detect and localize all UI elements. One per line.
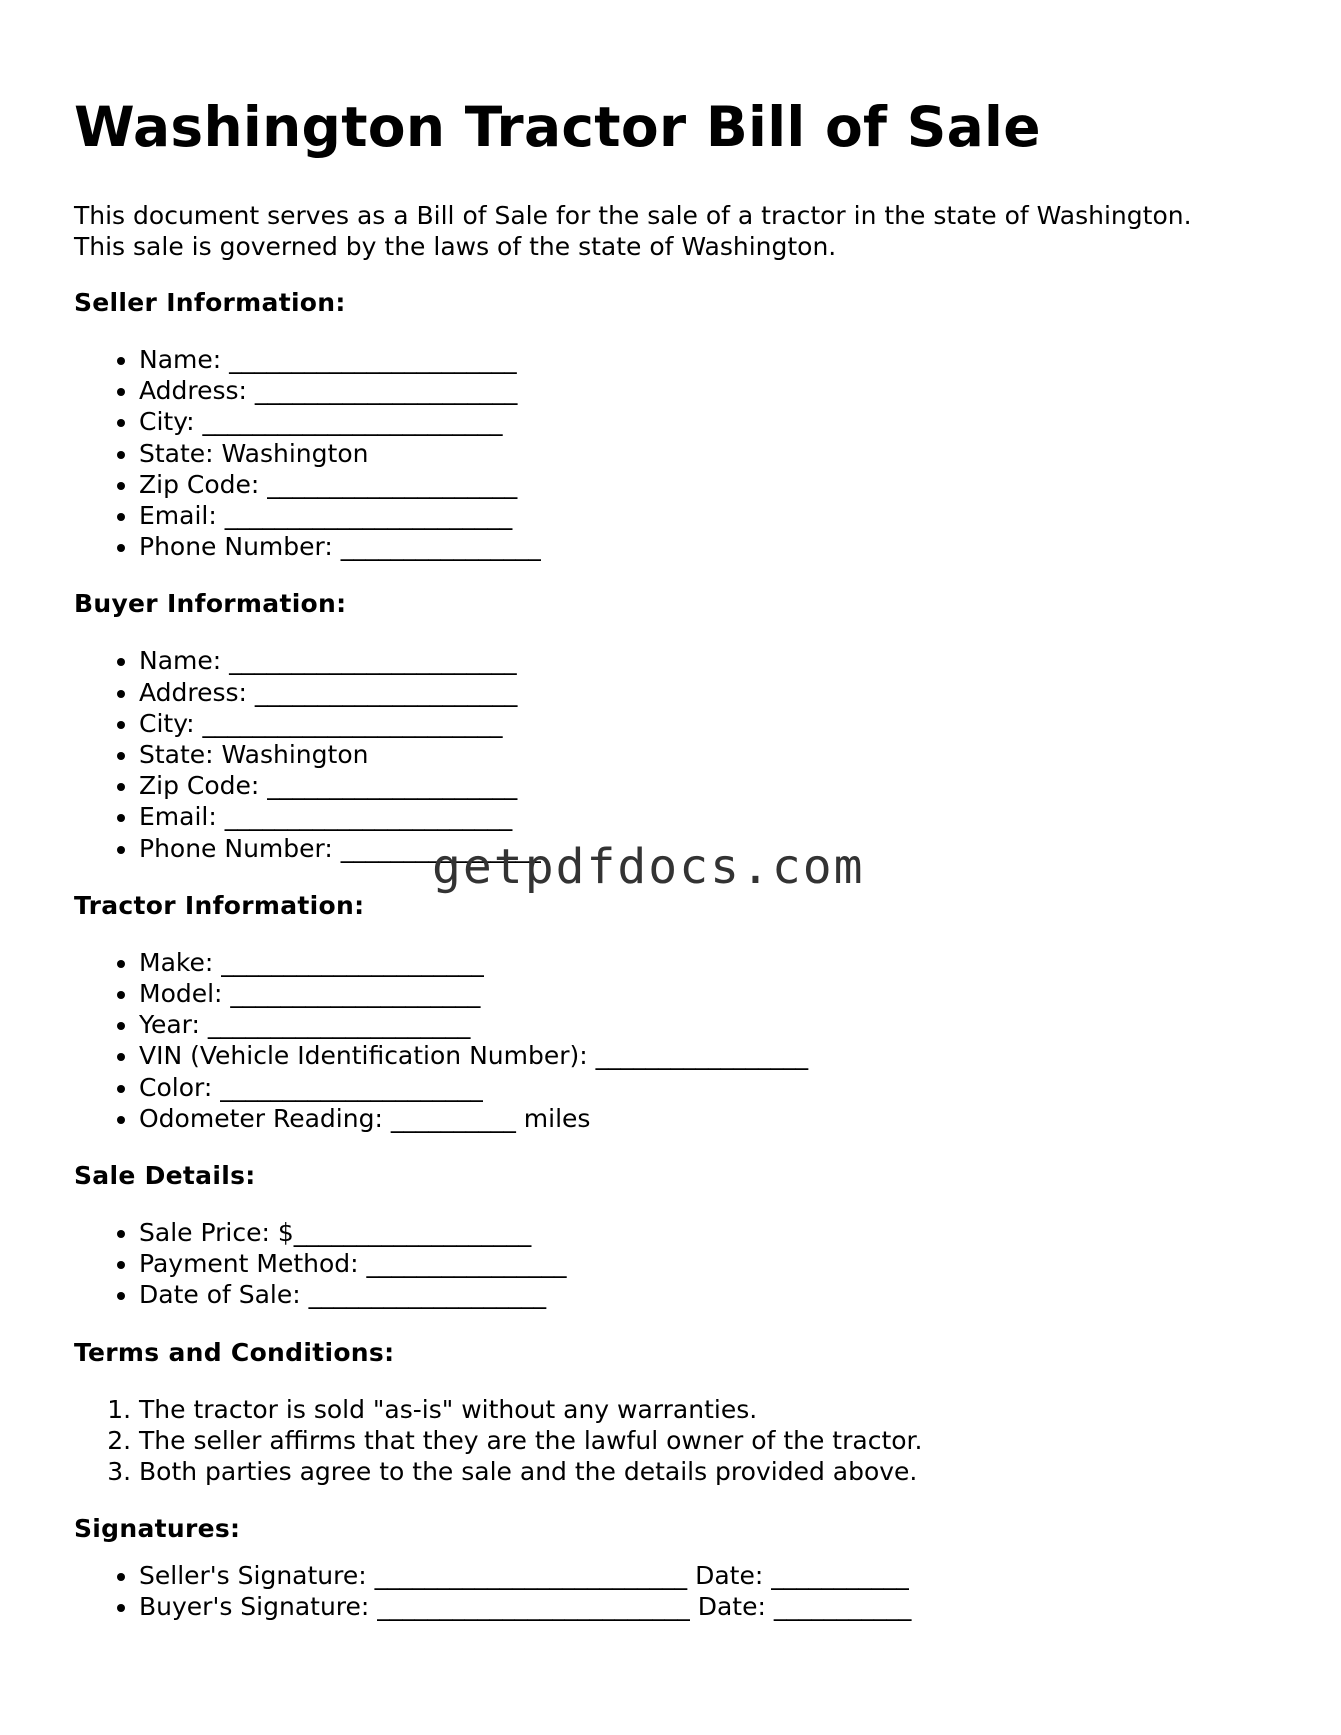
sale-details-list — [74, 1217, 1274, 1311]
buyer-name-field[interactable]: • Name: _______________________ — [139, 645, 1274, 676]
tractor-odometer-field[interactable]: • Odometer Reading: __________ miles — [139, 1103, 1274, 1134]
intro-line-1: This document serves as a Bill of Sale for the sale of a tractor in the state of Washington. — [74, 201, 1192, 230]
tractor-color-field[interactable]: • Color: _____________________ — [139, 1072, 1274, 1103]
buyer-phone-field[interactable]: • Phone Number: ________________ — [139, 833, 1274, 864]
seller-phone-field[interactable]: • Phone Number: ________________ — [139, 531, 1274, 562]
tractor-make-field[interactable]: • Make: _____________________ — [139, 947, 1274, 978]
terms-list — [74, 1394, 1274, 1488]
seller-city-field[interactable]: • City: ________________________ — [139, 406, 1274, 437]
tractor-info-list — [74, 947, 1274, 1134]
seller-section-heading: Seller Information: — [74, 288, 346, 317]
seller-name-field[interactable]: • Name: _______________________ — [139, 344, 1274, 375]
seller-state-field: • State: Washington — [139, 438, 1274, 469]
sale-section-heading: Sale Details: — [74, 1161, 256, 1191]
buyer-address-field[interactable]: • Address: _____________________ — [139, 677, 1274, 708]
term-item: 2. The seller affirms that they are the lawful owner of the tractor. — [139, 1425, 1274, 1456]
tractor-vin-field[interactable]: • VIN (Vehicle Identification Number): _________________ — [139, 1040, 1274, 1071]
tractor-year-field[interactable]: • Year: _____________________ — [139, 1009, 1274, 1040]
payment-method-field[interactable]: • Payment Method: ________________ — [139, 1248, 1274, 1279]
intro-paragraph — [74, 200, 1274, 262]
term-item: 1. The tractor is sold "as-is" without any warranties. — [139, 1394, 1274, 1425]
sale-price-field[interactable]: • Sale Price: $___________________ — [139, 1217, 1274, 1248]
date-of-sale-field[interactable]: • Date of Sale: ___________________ — [139, 1279, 1274, 1310]
seller-zip-field[interactable]: • Zip Code: ____________________ — [139, 469, 1274, 500]
buyer-state-field: • State: Washington — [139, 739, 1274, 770]
seller-signature-field[interactable]: • Seller's Signature: _________________________ Date: ___________ — [139, 1560, 1274, 1591]
intro-line-2: This sale is governed by the laws of the state of Washington. — [74, 232, 837, 261]
buyer-email-field[interactable]: • Email: _______________________ — [139, 801, 1274, 832]
seller-info-list — [74, 344, 1274, 562]
document-title: Washington Tractor Bill of Sale — [74, 95, 1041, 159]
document-page — [74, 0, 1274, 1623]
buyer-section-heading: Buyer Information: — [74, 589, 347, 619]
tractor-model-field[interactable]: • Model: ____________________ — [139, 978, 1274, 1009]
tractor-section-heading: Tractor Information: — [74, 890, 365, 920]
buyer-signature-field[interactable]: • Buyer's Signature: _________________________ Date: ___________ — [139, 1591, 1274, 1622]
seller-address-field[interactable]: • Address: _____________________ — [139, 375, 1274, 406]
buyer-city-field[interactable]: • City: ________________________ — [139, 708, 1274, 739]
term-item: 3. Both parties agree to the sale and the details provided above. — [139, 1456, 1274, 1487]
signatures-list — [74, 1560, 1274, 1622]
watermark-text: getpdfdocs.com — [432, 839, 865, 895]
signatures-section-heading: Signatures: — [74, 1514, 241, 1544]
terms-section-heading: Terms and Conditions: — [74, 1337, 395, 1367]
buyer-zip-field[interactable]: • Zip Code: ____________________ — [139, 770, 1274, 801]
seller-email-field[interactable]: • Email: _______________________ — [139, 500, 1274, 531]
buyer-info-list — [74, 645, 1274, 863]
